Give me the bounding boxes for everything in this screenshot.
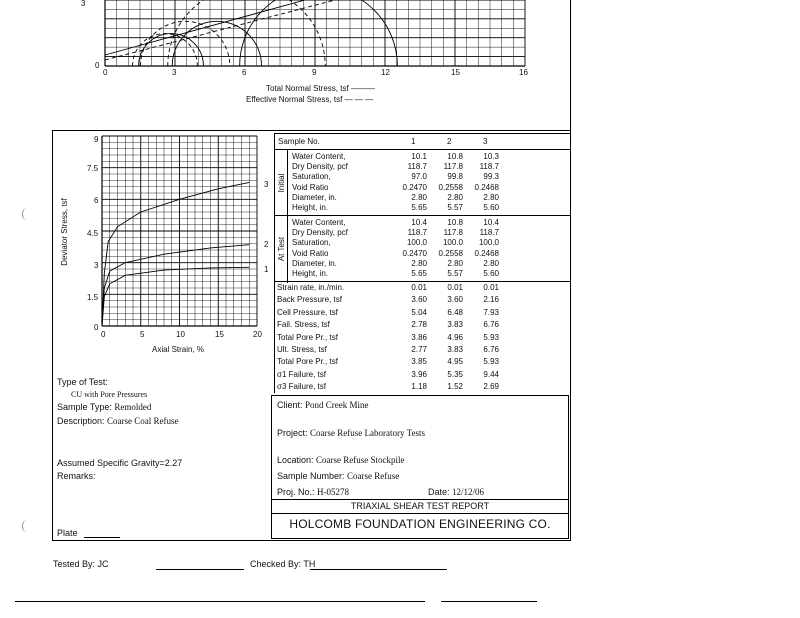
sample-col-1: 1	[411, 137, 416, 146]
bottom-row-value: 2.78	[411, 320, 427, 330]
initial-row-value: 99.3	[483, 172, 499, 182]
initial-row-value: 99.8	[447, 172, 463, 182]
client-row: Client: Pond Creek Mine	[277, 400, 369, 410]
bottom-row-value: 6.76	[483, 345, 499, 354]
punch-hole-mark-bottom	[22, 520, 31, 532]
mohr-x-tick-3: 3	[172, 68, 177, 77]
initial-row-value: 118.7	[479, 162, 499, 172]
mohr-x-tick-0: 0	[103, 68, 108, 77]
at_test-row-value: 5.65	[411, 269, 427, 278]
date-row: Date: 12/12/06	[428, 487, 485, 497]
strain-y-tick-3: 3	[94, 261, 99, 270]
at_test-row-value: 10.8	[447, 218, 463, 227]
company-name: HOLCOMB FOUNDATION ENGINEERING CO.	[289, 517, 551, 531]
initial-row-label: Void Ratio	[292, 182, 329, 192]
at_test-row-value: 2.80	[483, 258, 499, 268]
initial-row-value: 2.80	[411, 192, 427, 202]
client-info-box	[271, 395, 569, 539]
bottom-row-value: 1.52	[447, 382, 463, 392]
at_test-row-label: Water Content,	[292, 218, 346, 227]
sample-data-table	[274, 133, 571, 393]
mohr-x-tick-12: 12	[381, 68, 390, 77]
bottom-row-label: Total Pore Pr., tsf	[277, 357, 338, 367]
bottom-rule-left	[15, 601, 425, 602]
at_test-row-value: 0.2558	[438, 248, 463, 258]
sample-number-row: Sample Number: Coarse Refuse	[277, 471, 400, 481]
bottom-row-value: 4.96	[447, 332, 463, 342]
at_test-row-value: 10.4	[411, 218, 427, 227]
tested-by-row: Tested By: JC	[53, 559, 109, 569]
mohr-y-tick-0: 0	[95, 61, 100, 70]
initial-row-value: 0.2468	[474, 182, 499, 192]
initial-row-value: 117.8	[443, 162, 463, 172]
initial-row-label: Dry Density, pcf	[292, 162, 348, 172]
strain-x-tick-5: 5	[140, 330, 145, 339]
bottom-row-value: 0.01	[447, 283, 463, 292]
bottom-row-value: 4.95	[447, 357, 463, 367]
bottom-row-value: 6.76	[483, 320, 499, 330]
bottom-row-value: 3.83	[447, 320, 463, 330]
bottom-row-value: 2.16	[483, 295, 499, 305]
bottom-row-value: 3.83	[447, 345, 463, 354]
bottom-rule-right	[441, 601, 537, 602]
checked-by-underline	[310, 569, 447, 570]
bottom-row-value: 0.01	[411, 283, 427, 292]
bottom-row-label: Cell Pressure, tsf	[277, 307, 338, 317]
strain-grid	[102, 136, 257, 326]
sample-type-row: Sample Type: Remolded	[57, 402, 152, 412]
strain-y-axis-label: Deviator Stress, tsf	[60, 198, 69, 266]
bottom-row-value: 9.44	[483, 369, 499, 379]
curve-label-3: 3	[264, 180, 269, 189]
initial-row-value: 0.2470	[402, 182, 427, 192]
initial-row-value: 5.60	[483, 203, 499, 212]
curve-label-1: 1	[264, 265, 269, 274]
bottom-row-value: 5.35	[447, 369, 463, 379]
strain-x-axis-label: Axial Strain, %	[152, 345, 205, 354]
bottom-row-label: σ3 Failure, tsf	[277, 382, 326, 392]
at_test-row-label: Void Ratio	[292, 248, 329, 258]
bottom-row-value: 1.18	[411, 382, 427, 392]
at_test-row-value: 100.0	[442, 238, 463, 248]
mohr-total-stress-label: Total Normal Stress, tsf ———	[266, 84, 375, 93]
bottom-row-value: 3.60	[411, 295, 427, 305]
initial-row-value: 10.3	[483, 152, 499, 161]
initial-row-value: 0.2558	[438, 182, 463, 192]
checked-by-row: Checked By: TH	[250, 559, 316, 569]
at_test-row-label: Saturation,	[292, 238, 331, 248]
plate-underline	[84, 537, 120, 538]
type-of-test-label: Type of Test:	[57, 377, 108, 387]
at_test-row-label: Height, in.	[292, 269, 329, 278]
report-title: TRIAXIAL SHEAR TEST REPORT	[350, 501, 490, 511]
strain-y-tick-0: 0	[94, 323, 99, 332]
initial-row-label: Saturation,	[292, 172, 331, 182]
strain-y-tick-4.5: 4.5	[87, 229, 99, 238]
frame-mid-divider	[52, 130, 570, 131]
bottom-row-label: Strain rate, in./min.	[277, 283, 345, 292]
initial-row-value: 10.8	[447, 152, 463, 161]
strain-x-tick-0: 0	[101, 330, 106, 339]
mohr-x-tick-6: 6	[242, 68, 247, 77]
bottom-row-label: Back Pressure, tsf	[277, 295, 342, 305]
bottom-row-value: 5.04	[411, 307, 427, 317]
bottom-row-label: Fail. Stress, tsf	[277, 320, 330, 330]
initial-row-value: 97.0	[411, 172, 427, 182]
initial-row-value: 10.1	[411, 152, 427, 161]
bottom-row-value: 2.77	[411, 345, 427, 354]
initial-row-value: 2.80	[447, 192, 463, 202]
location-row: Location: Coarse Refuse Stockpile	[277, 455, 405, 465]
bottom-row-value: 5.93	[483, 357, 499, 367]
sample-no-label: Sample No.	[278, 137, 320, 146]
initial-group-label: Initial	[277, 173, 286, 193]
at_test-row-value: 2.80	[447, 258, 463, 268]
bottom-row-value: 3.85	[411, 357, 427, 367]
project-row: Project: Coarse Refuse Laboratory Tests	[277, 428, 425, 438]
stress-strain-chart	[85, 132, 275, 342]
bottom-row-label: Total Pore Pr., tsf	[277, 332, 338, 342]
bottom-row-value: 3.60	[447, 295, 463, 305]
mohr-x-tick-9: 9	[312, 68, 317, 77]
at_test-row-value: 10.4	[483, 218, 499, 227]
tested-by-underline	[156, 569, 244, 570]
bottom-row-value: 5.93	[483, 332, 499, 342]
strain-x-tick-20: 20	[253, 330, 262, 339]
frame-bottom-edge	[52, 540, 571, 541]
curve-label-2: 2	[264, 240, 269, 249]
at_test-row-value: 0.2470	[402, 248, 427, 258]
remarks-label: Remarks:	[57, 471, 96, 481]
bottom-row-value: 7.93	[483, 307, 499, 317]
initial-row-value: 5.57	[447, 203, 463, 212]
strain-x-tick-10: 10	[176, 330, 185, 339]
at-test-group-label: At Test	[277, 236, 286, 262]
at_test-row-label: Diameter, in.	[292, 258, 337, 268]
at_test-row-value: 118.7	[407, 228, 427, 238]
plate-label: Plate	[57, 528, 78, 538]
mohr-x-tick-16: 16	[519, 68, 528, 77]
at_test-row-value: 5.60	[483, 269, 499, 278]
at_test-row-value: 100.0	[406, 238, 427, 248]
initial-row-label: Diameter, in.	[292, 192, 337, 202]
specific-gravity-row: Assumed Specific Gravity=2.27	[57, 458, 183, 468]
proj-no-row: Proj. No.: H-05278	[277, 487, 350, 497]
bottom-row-value: 0.01	[483, 283, 499, 292]
sample-col-2: 2	[447, 137, 452, 146]
at_test-row-value: 100.0	[478, 238, 499, 248]
mohr-effective-stress-label: Effective Normal Stress, tsf — — —	[246, 95, 374, 104]
initial-row-label: Water Content,	[292, 152, 346, 161]
strain-x-tick-15: 15	[215, 330, 224, 339]
bottom-row-value: 2.69	[483, 382, 499, 392]
bottom-row-label: Ult. Stress, tsf	[277, 345, 327, 354]
strain-y-tick-1.5: 1.5	[87, 293, 99, 302]
initial-row-label: Height, in.	[292, 203, 329, 212]
sample-col-3: 3	[483, 137, 488, 146]
mohr-x-tick-15: 15	[451, 68, 460, 77]
at_test-row-value: 0.2468	[474, 248, 499, 258]
bottom-row-value: 3.86	[411, 332, 427, 342]
at_test-row-value: 117.8	[443, 228, 463, 238]
at_test-row-value: 2.80	[411, 258, 427, 268]
frame-left-edge	[52, 130, 53, 541]
strain-y-tick-9: 9	[94, 135, 99, 144]
bottom-row-value: 3.96	[411, 369, 427, 379]
strain-curves	[102, 182, 249, 326]
bottom-row-label: σ1 Failure, tsf	[277, 369, 326, 379]
description-row: Description: Coarse Coal Refuse	[57, 416, 179, 426]
mohr-y-tick-3: 3	[81, 0, 86, 8]
punch-hole-mark-top	[22, 208, 31, 220]
initial-row-value: 118.7	[407, 162, 427, 172]
initial-row-value: 5.65	[411, 203, 427, 212]
initial-row-value: 2.80	[483, 192, 499, 202]
strain-y-tick-6: 6	[94, 196, 99, 205]
strain-y-tick-7.5: 7.5	[87, 164, 99, 173]
bottom-row-value: 6.48	[447, 307, 463, 317]
at_test-row-label: Dry Density, pcf	[292, 228, 348, 238]
at_test-row-value: 5.57	[447, 269, 463, 278]
type-of-test-value: CU with Pore Pressures	[71, 390, 148, 399]
at_test-row-value: 118.7	[479, 228, 499, 238]
mohr-circles	[105, 0, 397, 66]
